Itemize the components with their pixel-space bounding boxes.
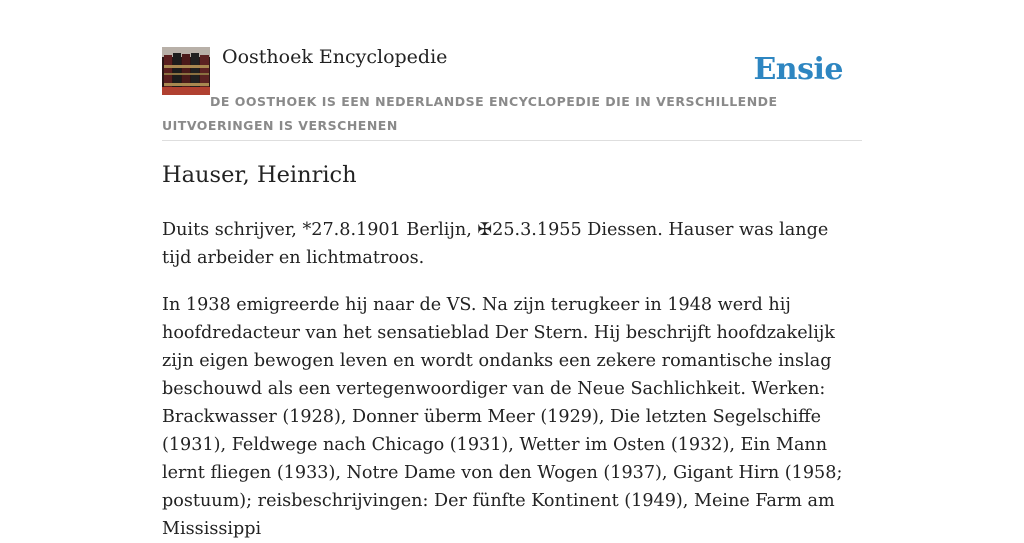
article-title: Hauser, Heinrich [162, 162, 357, 188]
site-name-link[interactable]: Oosthoek Encyclopedie [222, 46, 448, 68]
brand-logo-link[interactable]: Ensie [753, 52, 843, 87]
article-paragraph-1: Duits schrijver, *27.8.1901 Berlijn, ✠25.3.1955 Diessen. Hauser was lange tijd arbeider en lichtmatroos. [162, 220, 829, 268]
page [162, 0, 862, 539]
site-header [162, 0, 862, 141]
book-spines-icon [162, 47, 210, 95]
article-paragraph-2: In 1938 emigreerde hij naar de VS. Na zijn terugkeer in 1948 werd hij hoofdredacteur van het sensatieblad Der Stern. Hij beschrijft hoofdzakelijk zijn eigen bewogen leven en wordt ondanks een zekere romantische inslag beschouwd als een vertegenwoordiger van de Neue Sachlichkeit. Werken: Brackwasser (1928), Donner überm Meer (1929), Die letzten Segelschiffe (1931), Feldwege nach Chicago (1931), Wetter im Osten (1932), Ein Mann lernt fliegen (1933), Notre Dame von den Wogen (1937), Gigant Hirn (1958; postuum); reisbeschrijvingen: Der fünfte Kontinent (1949), Meine Farm am Mississippi [162, 295, 843, 539]
site-tagline: DE OOSTHOEK IS EEN NEDERLANDSE ENCYCLOPEDIE DIE IN VERSCHILLENDE UITVOERINGEN IS VERSCHENEN [162, 94, 778, 133]
site-avatar[interactable] [162, 47, 210, 95]
